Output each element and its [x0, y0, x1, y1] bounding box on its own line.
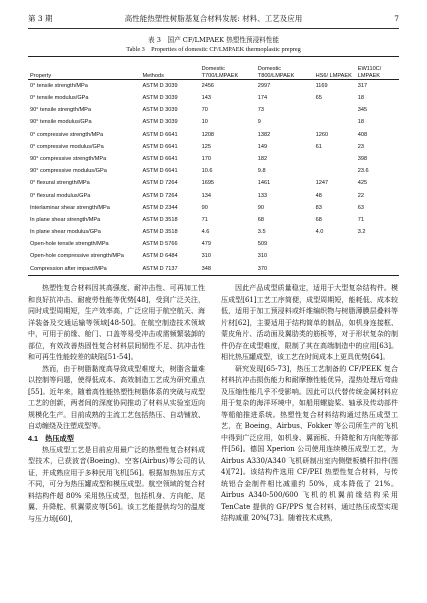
cell-t800: 509 — [257, 241, 268, 248]
table-row — [28, 165, 399, 177]
cell-hs6: 48 — [315, 192, 322, 199]
running-header — [28, 12, 399, 26]
cell-ew110c: 18 — [357, 95, 364, 102]
cell-ew110c: 23.6 — [357, 168, 369, 175]
right-text-column — [221, 283, 398, 525]
cell-hs6 — [314, 263, 356, 276]
cell-property: 90° tensile modulus/GPa — [30, 119, 92, 126]
cell-ew110c: 18 — [357, 119, 364, 126]
table-row — [28, 202, 399, 214]
table-row — [28, 92, 399, 104]
cell-t700: 348 — [200, 263, 256, 276]
cell-ew110c — [356, 238, 399, 250]
cell-t700: 10 — [201, 119, 208, 126]
cell-method: ASTM D 6484 — [142, 253, 178, 260]
col-header-hs6: HS6/ LMPAEK — [314, 57, 356, 80]
table-row — [28, 251, 399, 263]
table-row — [28, 226, 399, 238]
cell-hs6 — [314, 251, 356, 263]
cell-t700: 143 — [201, 95, 211, 102]
paragraph: 然而，由于树脂黏度高导致成型难度大，树脂含量难以控制等问题，使得低成本、高效制造工艺成为研究重点[55]。近年来，随着高性能热塑性树脂体系的突破与成型工艺的创新，两者间的深度协同推动了材料从实验室迈向规模化生产。目前成熟的主流工艺包括热压、自动铺放、自动缠绕及注塑成型等。 — [28, 364, 205, 430]
cell-hs6 — [314, 104, 356, 116]
cell-property: 90° tensile strength/MPa — [30, 107, 92, 114]
cell-ew110c: 408 — [357, 131, 368, 138]
cell-t700: 70 — [201, 107, 208, 114]
col-header-ew110c: EW110C/ LMPAEK — [356, 57, 399, 80]
cell-t700: 1695 — [201, 180, 215, 187]
table-row — [28, 214, 399, 226]
cell-method: ASTM D 3039 — [142, 119, 178, 126]
cell-t800: 90 — [257, 204, 265, 211]
table-row — [28, 129, 399, 141]
cell-ew110c: 398 — [357, 155, 368, 162]
cell-ew110c: 317 — [357, 82, 368, 89]
cell-method: ASTM D 6641 — [142, 143, 178, 150]
cell-method: ASTM D 7264 — [142, 180, 178, 187]
cell-t800: 1461 — [257, 180, 271, 187]
cell-method: ASTM D 6641 — [142, 168, 178, 175]
cell-property: 90° compressive modulus/GPa — [30, 168, 107, 175]
cell-method: ASTM D 3518 — [142, 229, 178, 236]
cell-hs6: 83 — [315, 204, 322, 211]
cell-hs6: 68 — [315, 216, 322, 223]
table-row — [28, 80, 399, 93]
cell-hs6: 4.0 — [315, 229, 324, 236]
cell-hs6: 1247 — [315, 180, 329, 187]
table-row — [28, 238, 399, 250]
cell-t800: 2997 — [257, 82, 271, 89]
cell-t800: 310 — [257, 253, 268, 260]
cell-property: In plane shear strength/MPa — [30, 216, 101, 223]
paragraph: 研究发现[65-73]，热压工艺制备的 CF/PEEK 复合材料抗冲击损伤能力和耐摩擦性能优异，湿热处理后弯曲及压缩性能几乎不受影响。因此可以代替传统金属材料应用于复杂的海洋环境中，如船用螺旋桨、轴承及传动部件等船舶推进系统。热塑性复合材料结构通过热压成型工艺，在 Boeing、Airbus、Fokker 等公司所生产的飞机中得到广泛应用，如机身、翼面板、升降舵和方向舵等部件[56]。德国 Xperion 公司使用连续模压成型工艺，为 Airbus A330/A340 飞机研制出室内侧壁板横杆扣件(图 4)[72]。该结构件选用 CF/PEI 热塑性复合材料，与传统铝合金制件相比减重约 50%，成本降低了 21%。Airbus A340-500/600 飞机的机翼前缘结构采用 TenCate 提供的 GF/PPS 复合材料，通过热压成型实现结构减重 20%[73]。随着技术成熟， — [221, 364, 398, 522]
cell-t700: 479 — [201, 241, 211, 248]
cell-property: 0° flexural strength/MPa — [30, 180, 90, 187]
cell-t700: 71 — [201, 216, 208, 223]
cell-t700: 310 — [201, 253, 211, 260]
cell-hs6: 1260 — [315, 131, 329, 138]
cell-t800: 1382 — [257, 131, 271, 138]
cell-t700: 10.6 — [201, 168, 213, 175]
col-header-t800: Domestic T800/LMPAEK — [256, 57, 314, 80]
cell-method: ASTM D 6641 — [142, 131, 178, 138]
paragraph: 因此产品成型质量稳定，适用于大型复杂结构件。模压成型[61]工艺工序简便，成型周期短，能耗低、成本较低，适用于加工预浸料或纤维编织物与树脂薄膜层叠料等片材[62]，主要适用于结构简单的制品，如机身连接框、蒙皮角片、活动面及翼肋类的筋板等，对于形状复杂的制件仍存在成型难度，限制了其在高端制造中的应用[63]。相比热压罐成型，该工艺在时间成本上更具优势[64]。 — [221, 284, 398, 361]
cell-t800: 174 — [257, 95, 268, 102]
cell-t700: 170 — [201, 155, 211, 162]
cell-hs6: 1169 — [315, 82, 328, 89]
table-row — [28, 153, 399, 165]
cell-t800: 73 — [257, 107, 265, 114]
cell-ew110c — [356, 263, 399, 276]
cell-t700: 1208 — [201, 131, 215, 138]
table-row — [28, 141, 399, 153]
cell-method: ASTM D 6641 — [142, 155, 178, 162]
header-rule — [28, 28, 399, 29]
table-caption-en: Table 3 Properties of domestic CF/LMPAEK thermoplastic prepreg — [126, 46, 301, 53]
table-row — [28, 117, 399, 129]
cell-property: 0° flexural modulus/GPa — [30, 192, 91, 199]
cell-method: ASTM D 2344 — [142, 204, 178, 211]
cell-ew110c: 71 — [357, 216, 364, 223]
col-header-methods: Methods — [140, 57, 199, 80]
cell-t700: 134 — [201, 192, 211, 199]
cell-t700: 90 — [201, 204, 208, 211]
cell-t700: 4.6 — [201, 229, 210, 236]
cell-property: 0° compressive modulus/GPa — [30, 143, 104, 150]
cell-ew110c — [356, 251, 399, 263]
table-row — [28, 104, 399, 116]
running-title: 高性能热塑性树脂基复合材料发展: 材料、工艺及应用 — [124, 14, 303, 23]
cell-t800: 9.8 — [257, 168, 266, 175]
table-row — [28, 178, 399, 190]
cell-hs6 — [314, 153, 356, 165]
cell-hs6 — [314, 238, 356, 250]
table-caption-cn: 表 3 国产 CF/LMPAEK 热塑性预浸料性能 — [148, 36, 279, 44]
cell-hs6 — [314, 165, 356, 177]
col-header-t700: Domestic T700/LMPAEK — [200, 57, 256, 80]
table-header-row — [28, 57, 399, 80]
cell-t800: 9 — [257, 119, 261, 126]
cell-t700: 125 — [201, 143, 211, 150]
paragraph: 热塑性复合材料因其高强度、耐冲击性、可再加工性和良好抗冲击、耐疲劳性能等优势[48]，受到广泛关注，同时成型周期短，生产效率高，广泛应用于航空航天、海洋装备及交通运输等领域[48-50]。在航空制造技术领域中，可用于前缘、舱门、口盖等易受冲击或需频繁装卸的部位，有效改善热固性复合材料层间韧性不足、抗冲击性和可再生性能较差的缺陷[51-54]。 — [28, 284, 205, 361]
left-text-column — [28, 283, 205, 525]
page-number: 7 — [394, 14, 399, 23]
properties-table — [28, 56, 399, 276]
table-row — [28, 263, 399, 276]
cell-ew110c: 3.2 — [357, 229, 366, 236]
table-body — [28, 80, 399, 276]
cell-method: ASTM D 5766 — [142, 241, 178, 248]
cell-ew110c: 63 — [357, 204, 364, 211]
table-row — [28, 190, 399, 202]
cell-method: ASTM D 3039 — [142, 82, 178, 89]
cell-property: Compression after impact/MPa — [28, 263, 140, 276]
cell-property: 90° compressive strength/MPa — [30, 155, 107, 162]
cell-t800: 3.5 — [257, 229, 266, 236]
cell-property: In plane shear modulus/GPa — [30, 229, 101, 236]
cell-method: ASTM D 7264 — [142, 192, 178, 199]
cell-ew110c: 22 — [357, 192, 364, 199]
cell-t800: 182 — [257, 155, 268, 162]
cell-method: ASTM D 7137 — [140, 263, 199, 276]
cell-hs6 — [314, 117, 356, 129]
cell-hs6: 61 — [315, 143, 322, 150]
cell-property: Open-hole tensile strength/MPa — [30, 241, 109, 248]
cell-t700: 2456 — [201, 82, 215, 89]
cell-method: ASTM D 3039 — [142, 95, 178, 102]
cell-ew110c: 345 — [357, 107, 368, 114]
cell-ew110c: 23 — [357, 143, 364, 150]
cell-property: 0° tensile modulus/GPa — [30, 95, 89, 102]
issue-label: 第 3 期 — [28, 14, 53, 23]
cell-method: ASTM D 3518 — [142, 216, 178, 223]
paragraph: 热压成型工艺是目前应用最广泛的热塑性复合材料成型技术，已获波音(Boeing)、空客(Airbus)等公司的认证，并成熟应用于多种民用飞机[56]。根据加热加压方式不同，可分为热压罐成型和模压成型。航空领域的复合材料结构件超 80% 采用热压成型，包括机身、方向舵、尾翼、升降舵、机翼蒙皮等[56]。该工艺能提供均匀的温度与压力场[60]， — [28, 445, 205, 523]
cell-hs6: 65 — [315, 95, 322, 102]
cell-method: ASTM D 3039 — [142, 107, 178, 114]
cell-t800: 133 — [257, 192, 268, 199]
cell-t800: 68 — [257, 216, 265, 223]
cell-property: 0° tensile strength/MPa — [30, 82, 88, 89]
cell-property: 0° compressive strength/MPa — [30, 131, 104, 138]
col-header-property: Property — [28, 57, 140, 80]
cell-t800: 149 — [257, 143, 268, 150]
cell-ew110c: 425 — [357, 180, 368, 187]
cell-t800: 370 — [256, 263, 314, 276]
section-heading: 4.1 热压成型 — [28, 433, 74, 443]
cell-property: Interlaminar shear strength/MPa — [30, 204, 110, 211]
cell-property: Open-hole compressive strength/MPa — [30, 253, 124, 260]
